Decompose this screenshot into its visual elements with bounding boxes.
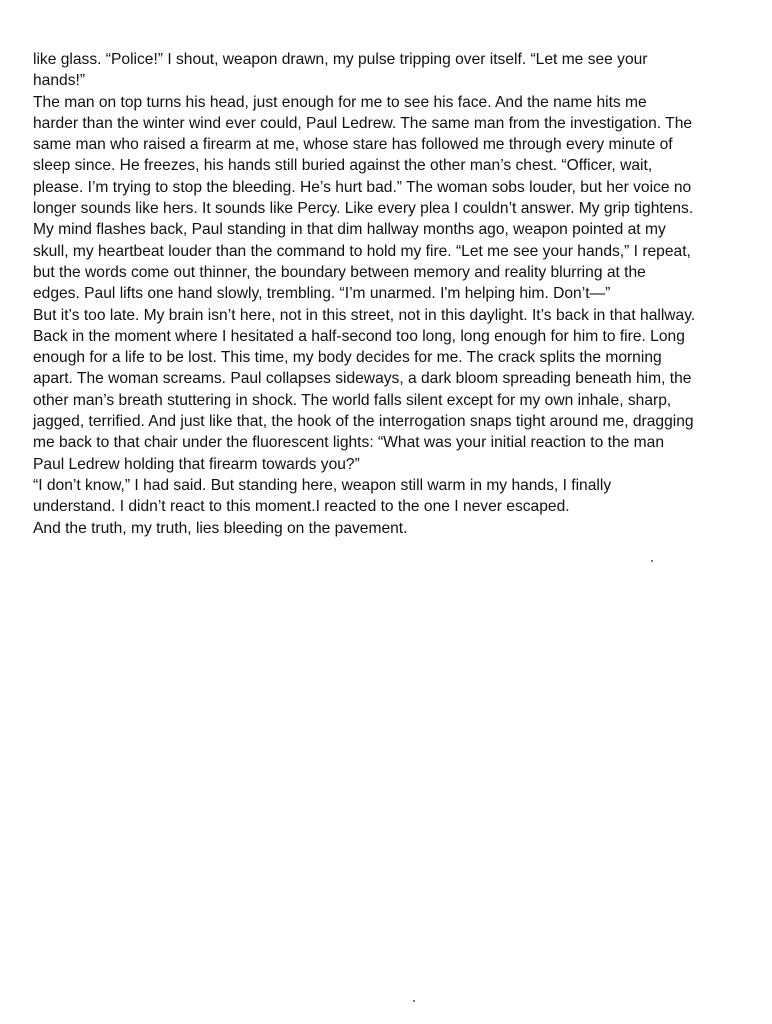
scan-speck [413, 1000, 415, 1002]
text-line: sleep since. He freezes, his hands still buried against the other man’s chest. “Officer, wait, [33, 157, 653, 175]
paragraph-5 [33, 518, 739, 539]
text-line: apart. The woman screams. Paul collapses sideways, a dark bloom spreading beneath him, the [33, 370, 692, 388]
paragraph-1 [33, 49, 739, 92]
text-line: like glass. “Police!” I shout, weapon drawn, my pulse tripping over itself. “Let me see your [33, 51, 648, 68]
text-line: understand. I didn’t react to this moment.I reacted to the one I never escaped. [33, 498, 570, 516]
paragraph-2 [33, 92, 739, 305]
text-line: “I don’t know,” I had said. But standing here, weapon still warm in my hands, I finally [33, 476, 612, 494]
text-line: enough for a life to be lost. This time, my body decides for me. The crack splits the morning [33, 349, 662, 367]
text-line: longer sounds like hers. It sounds like Percy. Like every plea I couldn’t answer. My grip tightens. [33, 200, 694, 218]
paragraph-3 [33, 305, 739, 475]
text-line: hands!” [33, 72, 86, 90]
text-line: Paul Ledrew holding that firearm towards you?” [33, 455, 360, 473]
paragraph-4 [33, 475, 739, 518]
text-line: harder than the winter wind ever could, Paul Ledrew. The same man from the investigation. The [33, 114, 693, 132]
story-text [33, 49, 739, 539]
text-line: skull, my heartbeat louder than the command to hold my fire. “Let me see your hands,” I repeat, [33, 242, 691, 260]
text-line: Back in the moment where I hesitated a half-second too long, long enough for him to fire. Long [33, 327, 685, 345]
scan-speck [651, 560, 653, 562]
text-line: But it’s too late. My brain isn’t here, not in this street, not in this daylight. It’s back in that hallway. [33, 306, 696, 324]
text-line: but the words come out thinner, the boundary between memory and reality blurring at the [33, 263, 646, 281]
text-line: edges. Paul lifts one hand slowly, trembling. “I’m unarmed. I'm helping him. Don’t—” [33, 285, 611, 303]
text-line: My mind flashes back, Paul standing in that dim hallway months ago, weapon pointed at my [33, 221, 666, 239]
text-line: me back to that chair under the fluorescent lights: “What was your initial reaction to the man [33, 434, 664, 452]
text-line: And the truth, my truth, lies bleeding on the pavement. [33, 519, 408, 537]
text-line: please. I’m trying to stop the bleeding. He’s hurt bad.” The woman sobs louder, but her voice no [33, 178, 692, 196]
text-line: The man on top turns his head, just enough for me to see his face. And the name hits me [33, 93, 647, 111]
text-line: other man’s breath stuttering in shock. The world falls silent except for my own inhale, sharp, [33, 391, 672, 409]
text-line: jagged, terrified. And just like that, the hook of the interrogation snaps tight around me, dragging [33, 413, 694, 431]
text-line: same man who raised a firearm at me, whose stare has followed me through every minute of [33, 136, 673, 154]
